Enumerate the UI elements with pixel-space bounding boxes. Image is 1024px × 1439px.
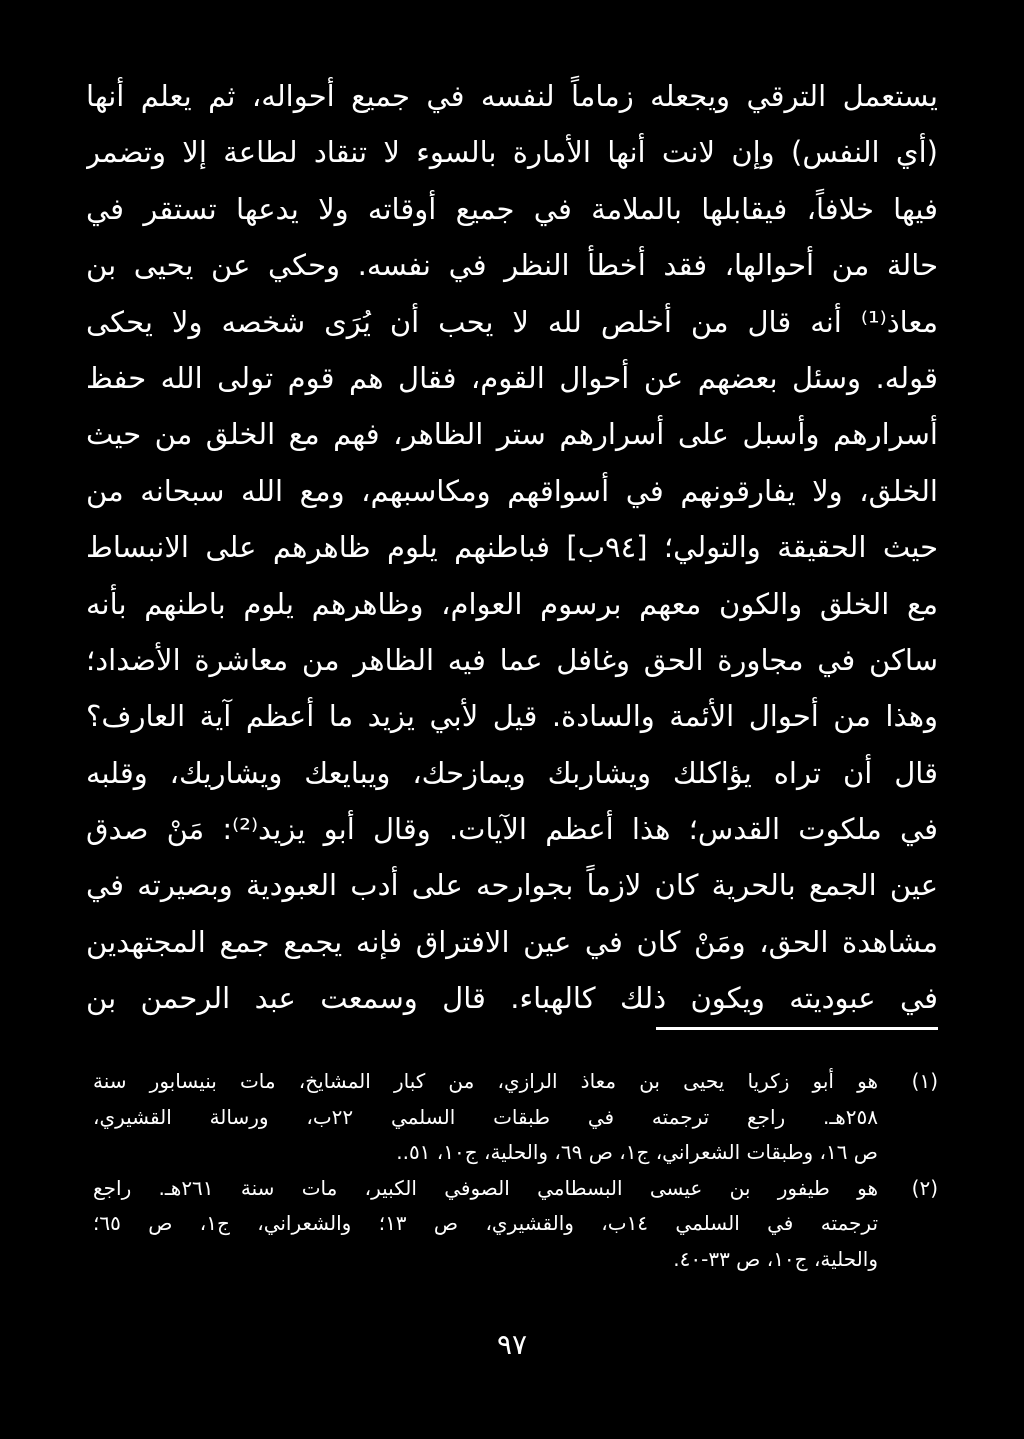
text-line: في ملكوت القدس؛ هذا أعظم الآيات. وقال أبو يزيد⁽²⁾: مَنْ صدق <box>86 812 938 847</box>
footnote-text: هو أبو زكريا يحيى بن معاذ الرازي، من كبار المشايخ، مات بنيسابور سنة <box>93 1069 878 1093</box>
text-line: وهذا من أحوال الأئمة والسادة. قيل لأبي يزيد ما أعظم آية العارف؟ <box>86 699 938 734</box>
footnote-text: ٢٥٨هـ. راجع ترجمته في طبقات السلمي ٢٢ب، ورسالة القشيري، <box>93 1104 878 1129</box>
text-line: عين الجمع بالحرية كان لازماً بجوارحه على أدب العبودية وبصيرته في <box>86 868 938 903</box>
footnotes-block <box>86 1064 938 1278</box>
footnote-text: والحلية، ج١٠، ص ٣٣-٤٠. <box>673 1246 878 1271</box>
text-line: مشاهدة الحق، ومَنْ كان في عين الافتراق فإنه يجمع جمع المجتهدين <box>86 924 938 959</box>
footnote-text: ص ١٦، وطبقات الشعراني، ج١، ص ٦٩، والحلية، ج١٠، ٥١.. <box>396 1140 878 1165</box>
text-line: فيها خلافاً، فيقابلها بالملامة في جميع أوقاته ولا يدعها تستقر في <box>86 191 938 226</box>
text-line: (أي النفس) وإن لانت أنها الأمارة بالسوء لا تنقاد لطاعة إلا وتضمر <box>86 135 938 170</box>
footnote-text: هو طيفور بن عيسى البسطامي الصوفي الكبير، مات سنة ٢٦١هـ. راجع <box>93 1175 878 1200</box>
main-text-block <box>86 68 938 1027</box>
footnote-number: (٢) <box>911 1175 938 1200</box>
text-line: معاذ⁽¹⁾ أنه قال من أخلص لله لا يحب أن يُرَى شخصه ولا يحكى <box>86 304 938 339</box>
footnote-number: (١) <box>911 1069 938 1093</box>
text-line: أسرارهم وأسبل على أسرارهم ستر الظاهر، فهم مع الخلق من حيث <box>86 417 938 452</box>
text-line: مع الخلق والكون معهم برسوم العوام، وظاهرهم يلوم باطنهم بأنه <box>86 586 938 621</box>
footnote-2 <box>86 1171 938 1278</box>
footnote-text: ترجمته في السلمي ١٤ب، والقشيري، ص ١٣؛ والشعراني، ج١، ص ٦٥؛ <box>93 1211 879 1236</box>
text-line: ساكن في مجاورة الحق وغافل عما فيه الظاهر من معاشرة الأضداد؛ <box>86 642 938 677</box>
footnote-1 <box>86 1064 938 1171</box>
text-line: في عبوديته ويكون ذلك كالهباء. قال وسمعت عبد الرحمن بن <box>86 981 938 1016</box>
text-line: الخلق، ولا يفارقونهم في أسواقهم ومكاسبهم، ومع الله سبحانه من <box>86 473 938 508</box>
text-line: يستعمل الترقي ويجعله زماماً لنفسه في جميع أحواله، ثم يعلم أنها <box>86 79 938 113</box>
page-number: ٩٧ <box>496 1328 528 1361</box>
text-line: قوله. وسئل بعضهم عن أحوال القوم، فقال هم قوم تولى الله حفظ <box>86 360 938 395</box>
text-line: حيث الحقيقة والتولي؛ [٩٤ب] فباطنهم يلوم ظاهرهم على الانبساط <box>86 530 938 565</box>
text-line: حالة من أحوالها، فقد أخطأ النظر في نفسه. وحكي عن يحيى بن <box>86 248 938 283</box>
footnote-separator <box>656 1027 938 1030</box>
text-line: قال أن تراه يؤاكلك ويشاربك ويمازحك، ويبايعك ويشاريك، وقلبه <box>86 755 938 790</box>
